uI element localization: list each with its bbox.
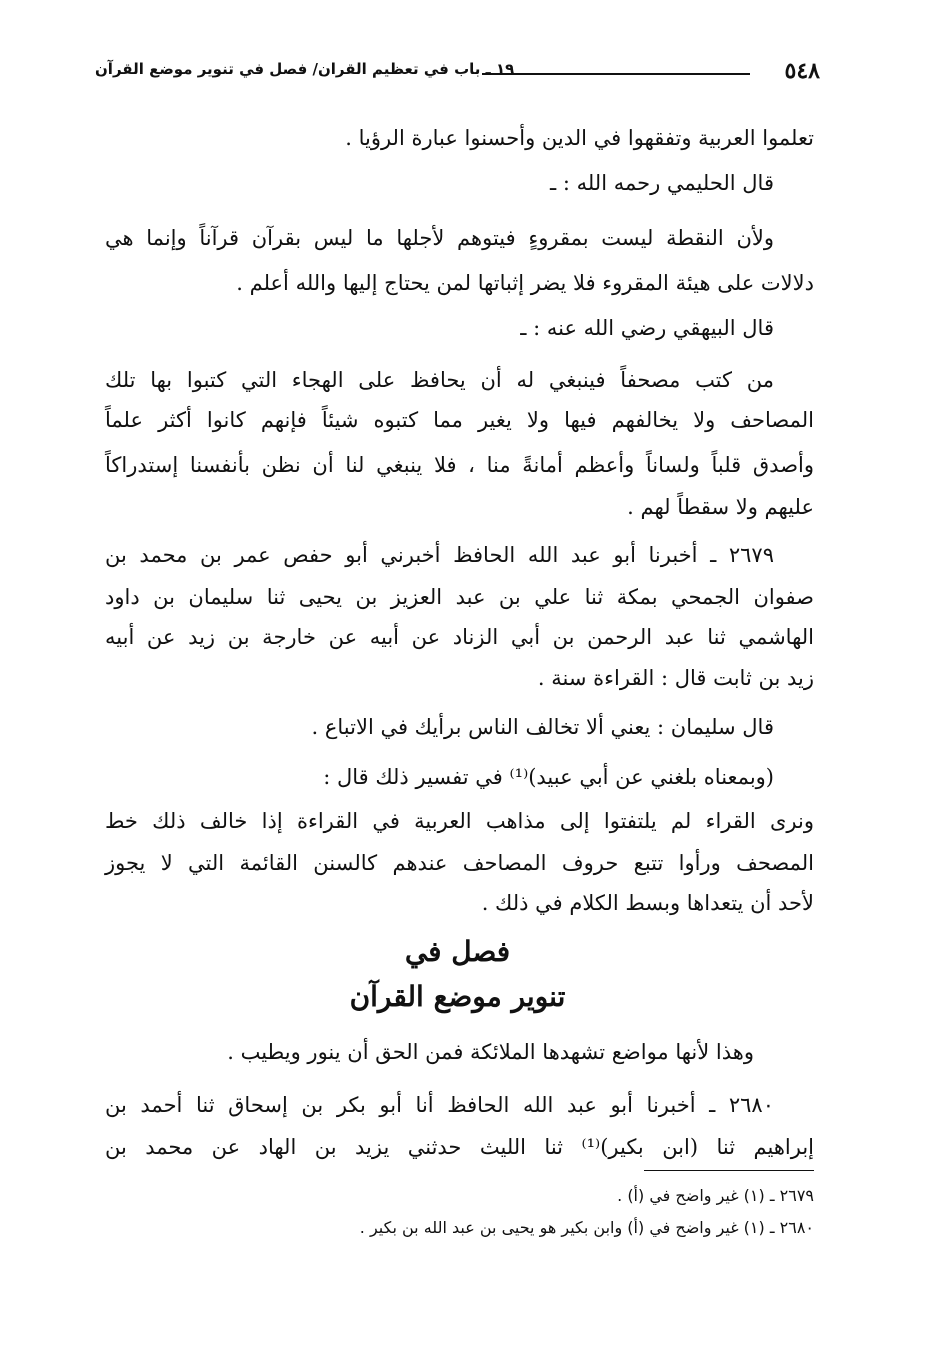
page-number: ٥٤٨: [784, 58, 820, 84]
body-line: (وبمعناه بلغني عن أبي عبيد)⁽¹⁾ في تفسير ذلك قال :: [323, 765, 774, 789]
body-line: المصحف ورأوا تتبع حروف المصاحف عندهم كالسنن القائمة التي لا يجوز: [105, 851, 814, 875]
body-line: المصاحف ولا يخالفهم فيها ولا يغير مما كتبوه شيئاً فإنهم كانوا أكثر علماً: [105, 408, 814, 432]
page-header: [95, 58, 820, 92]
section-subheading: تنوير موضع القرآن: [349, 980, 566, 1013]
body-line: وأصدق قلباً ولساناً وأعظم أمانةً منا ، فلا ينبغي لنا أن نظن بأنفسنا إستدراكاً: [105, 453, 814, 477]
footnote-separator: [644, 1170, 814, 1171]
body-line: قال البيهقي رضي الله عنه : ـ: [520, 316, 774, 340]
body-line: إبراهيم ثنا (ابن بكير)⁽¹⁾ ثنا الليث حدثني يزيد بن الهاد عن محمد بن: [105, 1135, 814, 1159]
body-line: وهذا لأنها مواضع تشهدها الملائكة فمن الحق أن ينور ويطيب .: [227, 1040, 754, 1064]
body-line: ٢٦٨٠ ـ أخبرنا أبو عبد الله الحافظ أنا أبو بكر بن إسحاق ثنا أحمد بن: [105, 1093, 774, 1117]
footnote: ٢٦٨٠ ـ (١) غير واضح في (أ) وابن بكير هو يحيى بن عبد الله بن بكير .: [359, 1218, 814, 1237]
body-line: الهاشمي ثنا عبد الرحمن بن أبي الزناد عن أبيه عن خارجة بن زيد عن أبيه: [105, 625, 814, 649]
body-line: من كتب مصحفاً فينبغي له أن يحافظ على الهجاء التي كتبوا بها تلك: [105, 368, 774, 392]
body-line: دلالات على هيئة المقروء فلا يضر إثباتها لمن يحتاج إليها والله أعلم .: [236, 271, 814, 295]
body-line: قال الحليمي رحمه الله : ـ: [550, 171, 774, 195]
body-line: تعلموا العربية وتفقهوا في الدين وأحسنوا عبارة الرؤيا .: [345, 126, 814, 150]
body-line: صفوان الجمحي بمكة ثنا علي بن عبد العزيز بن يحيى ثنا سليمان بن داود: [105, 585, 814, 609]
body-line: عليهم ولا سقطاً لهم .: [627, 495, 814, 519]
body-line: قال سليمان : يعني ألا تخالف الناس برأيك في الاتباع .: [311, 715, 774, 739]
body-line: ٢٦٧٩ ـ أخبرنا أبو عبد الله الحافظ أخبرني أبو حفص عمر بن محمد بن: [105, 543, 774, 567]
header-rule: [482, 73, 750, 75]
body-line: زيد بن ثابت قال : القراءة سنة .: [537, 666, 814, 690]
running-title: ١٩ ـ باب في تعظيم القران/ فصل في تنوير موضع القرآن: [95, 60, 515, 78]
body-line: ولأن النقطة ليست بمقروءٍ فيتوهم لأجلها ما ليس بقرآن قرآناً وإنما هي: [105, 226, 774, 250]
footnote: ٢٦٧٩ ـ (١) غير واضح في (أ) .: [617, 1186, 814, 1205]
section-heading: فصل في: [404, 935, 511, 968]
body-line: ونرى القراء لم يلتفتوا إلى مذاهب العربية في القراءة إذا خالف ذلك خط: [105, 809, 814, 833]
body-line: لأحد أن يتعداها وبسط الكلام في ذلك .: [481, 891, 814, 915]
